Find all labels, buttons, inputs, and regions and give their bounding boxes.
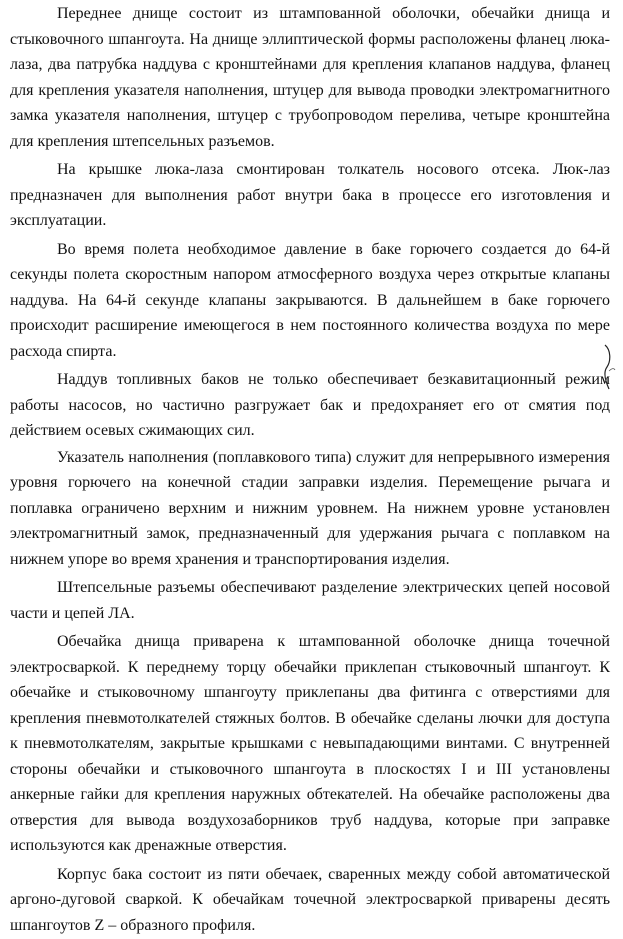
paragraph-fill-indicator: Указатель наполнения (поплавкового типа) служит для непрерывного измерения уровня горючего на конечной стадии заправки изделия. Перемещение рычага и поплавка ограничено верхним и нижним уровнем. На нижнем уровне установлен электромагнитный замок, предназначенный для удержания рычага с поплавком на нижнем упоре во время хранения и транспортирования изделия.	[10, 448, 610, 568]
paragraph-flight-pressure: Во время полета необходимое давление в баке горючего создается до 64-й секунды полета скоростным напором атмосферного воздуха через открытые клапаны наддува. На 64-й секунде клапаны закрываются. В дальнейшем в баке горючего происходит расширение имеющегося в нем постоянного количества воздуха по мере расхода спирта.	[10, 240, 610, 360]
margin-bracket-mark	[602, 343, 616, 393]
paragraph-front-bottom: Переднее днище состоит из штампованной оболочки, обечайки днища и стыковочного шпангоута. На днище эллиптической формы расположены фланец люка-лаза, два патрубка наддува с кронштейнами для крепления клапанов наддува, фланец для крепления указателя наполнения, штуцер для вывода проводки электромагнитного замка указателя наполнения, штуцер с трубопроводом перелива, четыре кронштейна для крепления штепсельных разъемов.	[10, 5, 610, 150]
paragraph-tank-body: Корпус бака состоит из пяти обечаек, сваренных между собой автоматической аргоно-дуговой сваркой. К обечайкам точечной электросваркой приварены десять шпангоутов Z – образного профиля.	[10, 865, 610, 934]
paragraph-pressurization: Наддув топливных баков не только обеспечивает безкавитационный режим работы насосов, но частично разгружает бак и предохраняет его от смятия под действием осевых сжимающих сил.	[10, 371, 610, 439]
document-page	[10, 0, 610, 939]
paragraph-connectors: Штепсельные разъемы обеспечивают разделение электрических цепей носовой части и цепей ЛА.	[10, 579, 610, 622]
paragraph-manhole: На крышке люка-лаза смонтирован толкатель носового отсека. Люк-лаз предназначен для выполнения работ внутри бака в процессе его изготовления и эксплуатации.	[10, 161, 610, 229]
paragraph-shell: Обечайка днища приварена к штампованной оболочке днища точечной электросваркой. К переднему торцу обечайки приклепан стыковочный шпангоут. К обечайке и стыковочному шпангоуту приклепаны два фитинга с отверстиями для крепления пневмотолкателей стяжных болтов. В обечайке сделаны лючки для доступа к пневмотолкателям, закрытые крышками с невыпадающими винтами. С внутренней стороны обечайки и стыковочного шпангоута в плоскостях I и III установлены анкерные гайки для крепления наружных обтекателей. На обечайке расположены два отверстия для вывода воздухозаборников труб наддува, которые при заправке используются как дренажные отверстия.	[10, 633, 610, 854]
